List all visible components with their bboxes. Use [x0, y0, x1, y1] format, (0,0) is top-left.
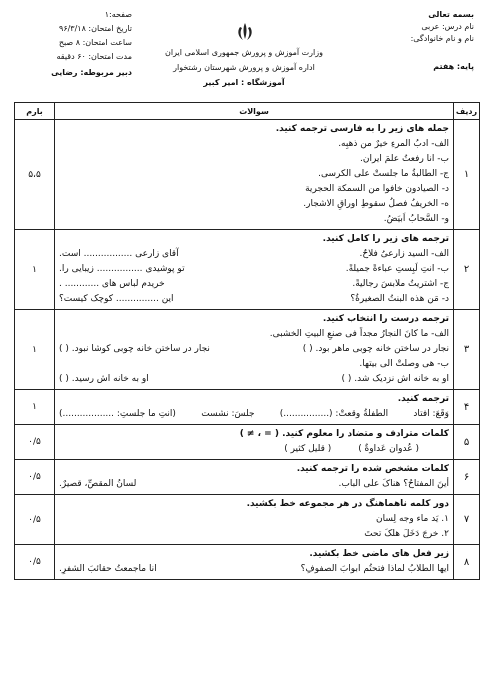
question-content	[55, 120, 454, 230]
question-items	[59, 442, 449, 457]
teacher: دبیر مربوطه: رضایی	[51, 68, 132, 77]
question-content	[55, 310, 454, 390]
question-row	[15, 495, 480, 545]
answer-line: خریدم لباس های ............ .	[59, 279, 165, 289]
question-pair	[59, 277, 449, 292]
question-number: ۳	[454, 310, 480, 390]
question-line: جلسَ: نشست	[201, 409, 255, 419]
option-a: او به خانه اش نزدیک شد. ( )	[341, 374, 449, 384]
iran-emblem-icon	[234, 21, 256, 43]
question-instruction: جمله های زیر را به فارسی ترجمه کنید.	[275, 124, 449, 134]
question-score: ۵،۵	[15, 120, 55, 230]
question-score: ۰/۵	[15, 545, 55, 580]
question-row	[15, 390, 480, 425]
question-row	[15, 425, 480, 460]
question-line: انا ماجمعتُ حقائبَ الشفرِ.	[59, 564, 157, 574]
question-line: الطفلةُ وقعتْ: (................)	[279, 409, 389, 419]
table-header-row	[15, 103, 480, 120]
option-pair	[59, 372, 449, 387]
question-line: ب- انتِ لَبِستِ عباءةً جمیلةً.	[345, 264, 449, 274]
question-line: الف- ما کانَ النجارُ مجداً فی صنعِ البیتِ الخشبی.	[269, 329, 449, 339]
questions-table	[14, 102, 480, 580]
question-score: ۰/۵	[15, 460, 55, 495]
question-items	[59, 477, 449, 492]
question-number: ۷	[454, 495, 480, 545]
ministry: وزارت آموزش و پرورش جمهوری اسلامی ایران	[165, 48, 323, 57]
student-name: نام و نام خانوادگی:	[410, 34, 474, 43]
question-line: د- الصیادون خافوا من السمکة الحجریة	[305, 184, 449, 194]
option-b: او به خانه اش رسید. ( )	[59, 374, 149, 384]
question-line: ( عُدوان عَداوةٌ )	[358, 444, 419, 454]
question-content	[55, 460, 454, 495]
question-row	[15, 120, 480, 230]
option-b: نجار در ساختن خانه چوبی کوشا نبود. ( )	[59, 344, 210, 354]
lesson-name: نام درس: عربی	[421, 22, 474, 31]
question-number: ۵	[454, 425, 480, 460]
question-line: ه- الخریفُ فصلُ سقوطِ اوراقِ الاشجار.	[303, 199, 449, 209]
question-line: الف- ادبُ المرءِ خیرٌ من ذهبِه.	[338, 139, 449, 149]
question-line: ب- هی وصلتْ الی بیتها.	[359, 359, 449, 369]
question-score: ۰/۵	[15, 425, 55, 460]
exam-duration: مدت امتحان: ۶۰ دقیقه	[56, 52, 132, 61]
question-instruction: کلمات مشخص شده را ترجمه کنید.	[296, 464, 449, 474]
question-instruction: ترجمه های زیر را کامل کنید.	[322, 234, 449, 244]
question-content	[55, 425, 454, 460]
exam-time: ساعت امتحان: ۸ صبح	[58, 38, 132, 47]
option-pair	[59, 342, 449, 357]
question-line: ( قلیل کثیر )	[284, 444, 332, 454]
question-score: ۰/۵	[15, 495, 55, 545]
question-row	[15, 460, 480, 495]
header-score: بارم	[15, 103, 55, 120]
question-instruction: ترجمه درست را انتخاب کنید.	[322, 314, 449, 324]
question-instruction: ترجمه کنید.	[397, 394, 449, 404]
question-content	[55, 230, 454, 310]
question-row	[15, 230, 480, 310]
question-pair	[59, 247, 449, 262]
question-row	[15, 545, 480, 580]
question-line: ج- الطالبةُ ما جلستْ علی الکرسی.	[318, 169, 449, 179]
question-score: ۱	[15, 390, 55, 425]
question-line: (انتِ ما جلستِ: ..................)	[59, 409, 176, 419]
header-questions: سوالات	[55, 103, 454, 120]
question-number: ۸	[454, 545, 480, 580]
question-items	[59, 562, 449, 577]
school: آموزشگاه : امیر کبیر	[203, 78, 285, 87]
question-line: لسانُ المقصِّ، قصیرٌ.	[59, 479, 137, 489]
question-row	[15, 310, 480, 390]
answer-line: تو پوشیدی ................ زیبایی را.	[59, 264, 185, 274]
grade: پایه: هفتم	[433, 62, 474, 71]
exam-page	[14, 8, 480, 684]
question-line: ۱. یَد ماء وجه لِسان	[375, 514, 449, 524]
question-score: ۱	[15, 230, 55, 310]
question-score: ۱	[15, 310, 55, 390]
option-a: نجار در ساختن خانه چوبی ماهر بود. ( )	[302, 344, 449, 354]
question-instruction: دور کلمه ناهماهنگ در هر مجموعه خط بکشید.	[246, 499, 449, 509]
answer-line: آقای زارعی ................. است.	[59, 249, 179, 259]
question-instruction: کلمات مترادف و متضاد را معلوم کنید. ( = ، ≠ )	[239, 429, 449, 439]
question-items	[59, 407, 449, 422]
question-line: الف- السید زارعیُ فلاحٌ.	[359, 249, 449, 259]
exam-header	[14, 8, 480, 100]
page-number: صفحه:۱	[104, 10, 132, 19]
question-pair	[59, 262, 449, 277]
question-number: ۲	[454, 230, 480, 310]
question-line: ایها الطلابُ لماذا فتحتُم ابوابَ الصفوفِ؟	[300, 564, 449, 574]
office: اداره آموزش و پرورش شهرستان رشتخوار	[173, 63, 315, 72]
answer-line: این ............... کوچک کیست؟	[59, 294, 174, 304]
question-line: ج- اشتریتُ ملابسَ رجالیةً.	[352, 279, 449, 289]
question-pair	[59, 292, 449, 307]
question-line: ۲. خرجَ دَخَلَ هلکَ تحتَ	[364, 529, 449, 539]
question-content	[55, 390, 454, 425]
question-line: و- السَّحابُ اَبیَضُ.	[383, 214, 449, 224]
question-number: ۱	[454, 120, 480, 230]
question-line: د- مَن هذه البنتُ الصغیرةُ؟	[350, 294, 449, 304]
question-content	[55, 495, 454, 545]
bismillah: بسمه تعالی	[428, 10, 474, 19]
header-row-num: ردیف	[454, 103, 480, 120]
question-number: ۴	[454, 390, 480, 425]
question-content	[55, 545, 454, 580]
question-line: وَقَعَ: افتاد	[413, 409, 449, 419]
question-number: ۶	[454, 460, 480, 495]
question-line: أینَ المفتاحُ؟ هناکَ علی الباب.	[338, 479, 449, 489]
exam-date: تاریخ امتحان: ۹۶/۳/۱۸	[59, 24, 132, 33]
question-line: ب- انا رفعتُ علمَ ایران.	[359, 154, 449, 164]
question-instruction: زیر فعل های ماضی خط بکشید.	[309, 549, 449, 559]
